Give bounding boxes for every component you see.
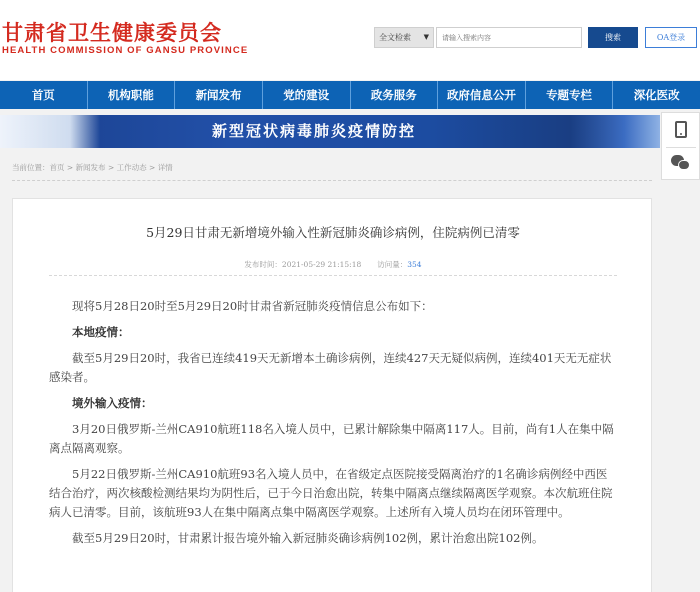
article-panel [12, 198, 652, 592]
breadcrumb-separator: > [146, 163, 158, 172]
site-logo-title[interactable]: 甘肃省卫生健康委员会 [2, 21, 222, 45]
banner-title: 新型冠状病毒肺炎疫情防控 [212, 122, 417, 140]
section-heading: 本地疫情： [72, 325, 130, 339]
nav-item[interactable]: 政务服务 [351, 81, 439, 109]
nav-item[interactable]: 专题专栏 [526, 81, 614, 109]
breadcrumb-divider [12, 180, 652, 181]
breadcrumb-link[interactable]: 新闻发布 [75, 163, 106, 172]
article-paragraph: 现将5月28日20时至5月29日20时甘肃省新冠肺炎疫情信息公布如下： [72, 299, 433, 313]
side-toolbar [661, 112, 700, 180]
publish-time: 2021-05-29 21:15:18 [281, 260, 362, 269]
article-meta [13, 259, 653, 270]
nav-item[interactable]: 新闻发布 [175, 81, 263, 109]
main-nav [0, 81, 700, 109]
publish-time-label: 发布时间： [244, 260, 282, 269]
article-paragraph: 5月22日俄罗斯-兰州CA910航班93名入境人员中，在省级定点医院接受隔离治疗的1名确诊病例经中西医结合治疗，两次核酸检测结果均为阴性后，已于今日治愈出院，转集中隔离点继续隔离医学观察。本次航班住院病人已清零。目前，该航班93人在集中隔离点集中隔离医学观察。上述所有入境人员均在闭环管理中。 [49, 467, 613, 519]
wechat-icon[interactable] [671, 155, 691, 171]
nav-item[interactable]: 机构职能 [88, 81, 176, 109]
breadcrumb-separator: > [64, 163, 76, 172]
nav-item[interactable]: 首页 [0, 81, 88, 109]
banner-decoration-right [570, 115, 660, 148]
site-logo-subtitle: HEALTH COMMISSION OF GANSU PROVINCE [2, 45, 249, 56]
article-title: 5月29日甘肃无新增境外输入性新冠肺炎确诊病例，住院病例已清零 [146, 225, 520, 240]
covid-banner[interactable] [0, 115, 660, 148]
nav-item[interactable]: 深化医改 [633, 88, 680, 102]
oa-login-button[interactable]: OA登录 [645, 27, 697, 48]
search-scope-value: 全文检索 [379, 33, 411, 42]
breadcrumb-separator: > [105, 163, 117, 172]
nav-item[interactable]: 政府信息公开 [438, 81, 526, 109]
views-label: 访问量： [377, 260, 408, 269]
article-paragraph: 3月20日俄罗斯-兰州CA910航班118名入境人员中，已累计解除集中隔离117人。目前，尚有1人在集中隔离点隔离观察。 [49, 422, 614, 455]
nav-item[interactable]: 党的建设 [263, 81, 351, 109]
breadcrumb [12, 162, 173, 173]
breadcrumb-link[interactable]: 首页 [49, 163, 65, 172]
banner-decoration-left [0, 115, 100, 148]
breadcrumb-link[interactable]: 工作动态 [116, 163, 147, 172]
search-input[interactable] [436, 27, 582, 48]
article-paragraph: 截至5月29日20时，我省已连续419天无新增本土确诊病例，连续427天无疑似病例，连续401天无无症状感染者。 [49, 351, 612, 384]
side-toolbar-divider [666, 147, 696, 148]
breadcrumb-label: 当前位置： [12, 163, 50, 172]
views-count: 354 [407, 260, 422, 269]
section-heading: 境外输入疫情： [72, 396, 153, 410]
chevron-down-icon: ▼ [423, 33, 429, 41]
search-button[interactable]: 搜索 [588, 27, 638, 48]
search-scope-select[interactable] [374, 27, 434, 48]
article-body [49, 297, 617, 555]
meta-divider [49, 275, 617, 276]
mobile-phone-icon[interactable] [675, 121, 687, 138]
site-header [0, 0, 700, 80]
article-paragraph: 截至5月29日20时，甘肃累计报告境外输入新冠肺炎确诊病例102例，累计治愈出院102例。 [72, 531, 544, 545]
breadcrumb-link: 详情 [157, 163, 173, 172]
